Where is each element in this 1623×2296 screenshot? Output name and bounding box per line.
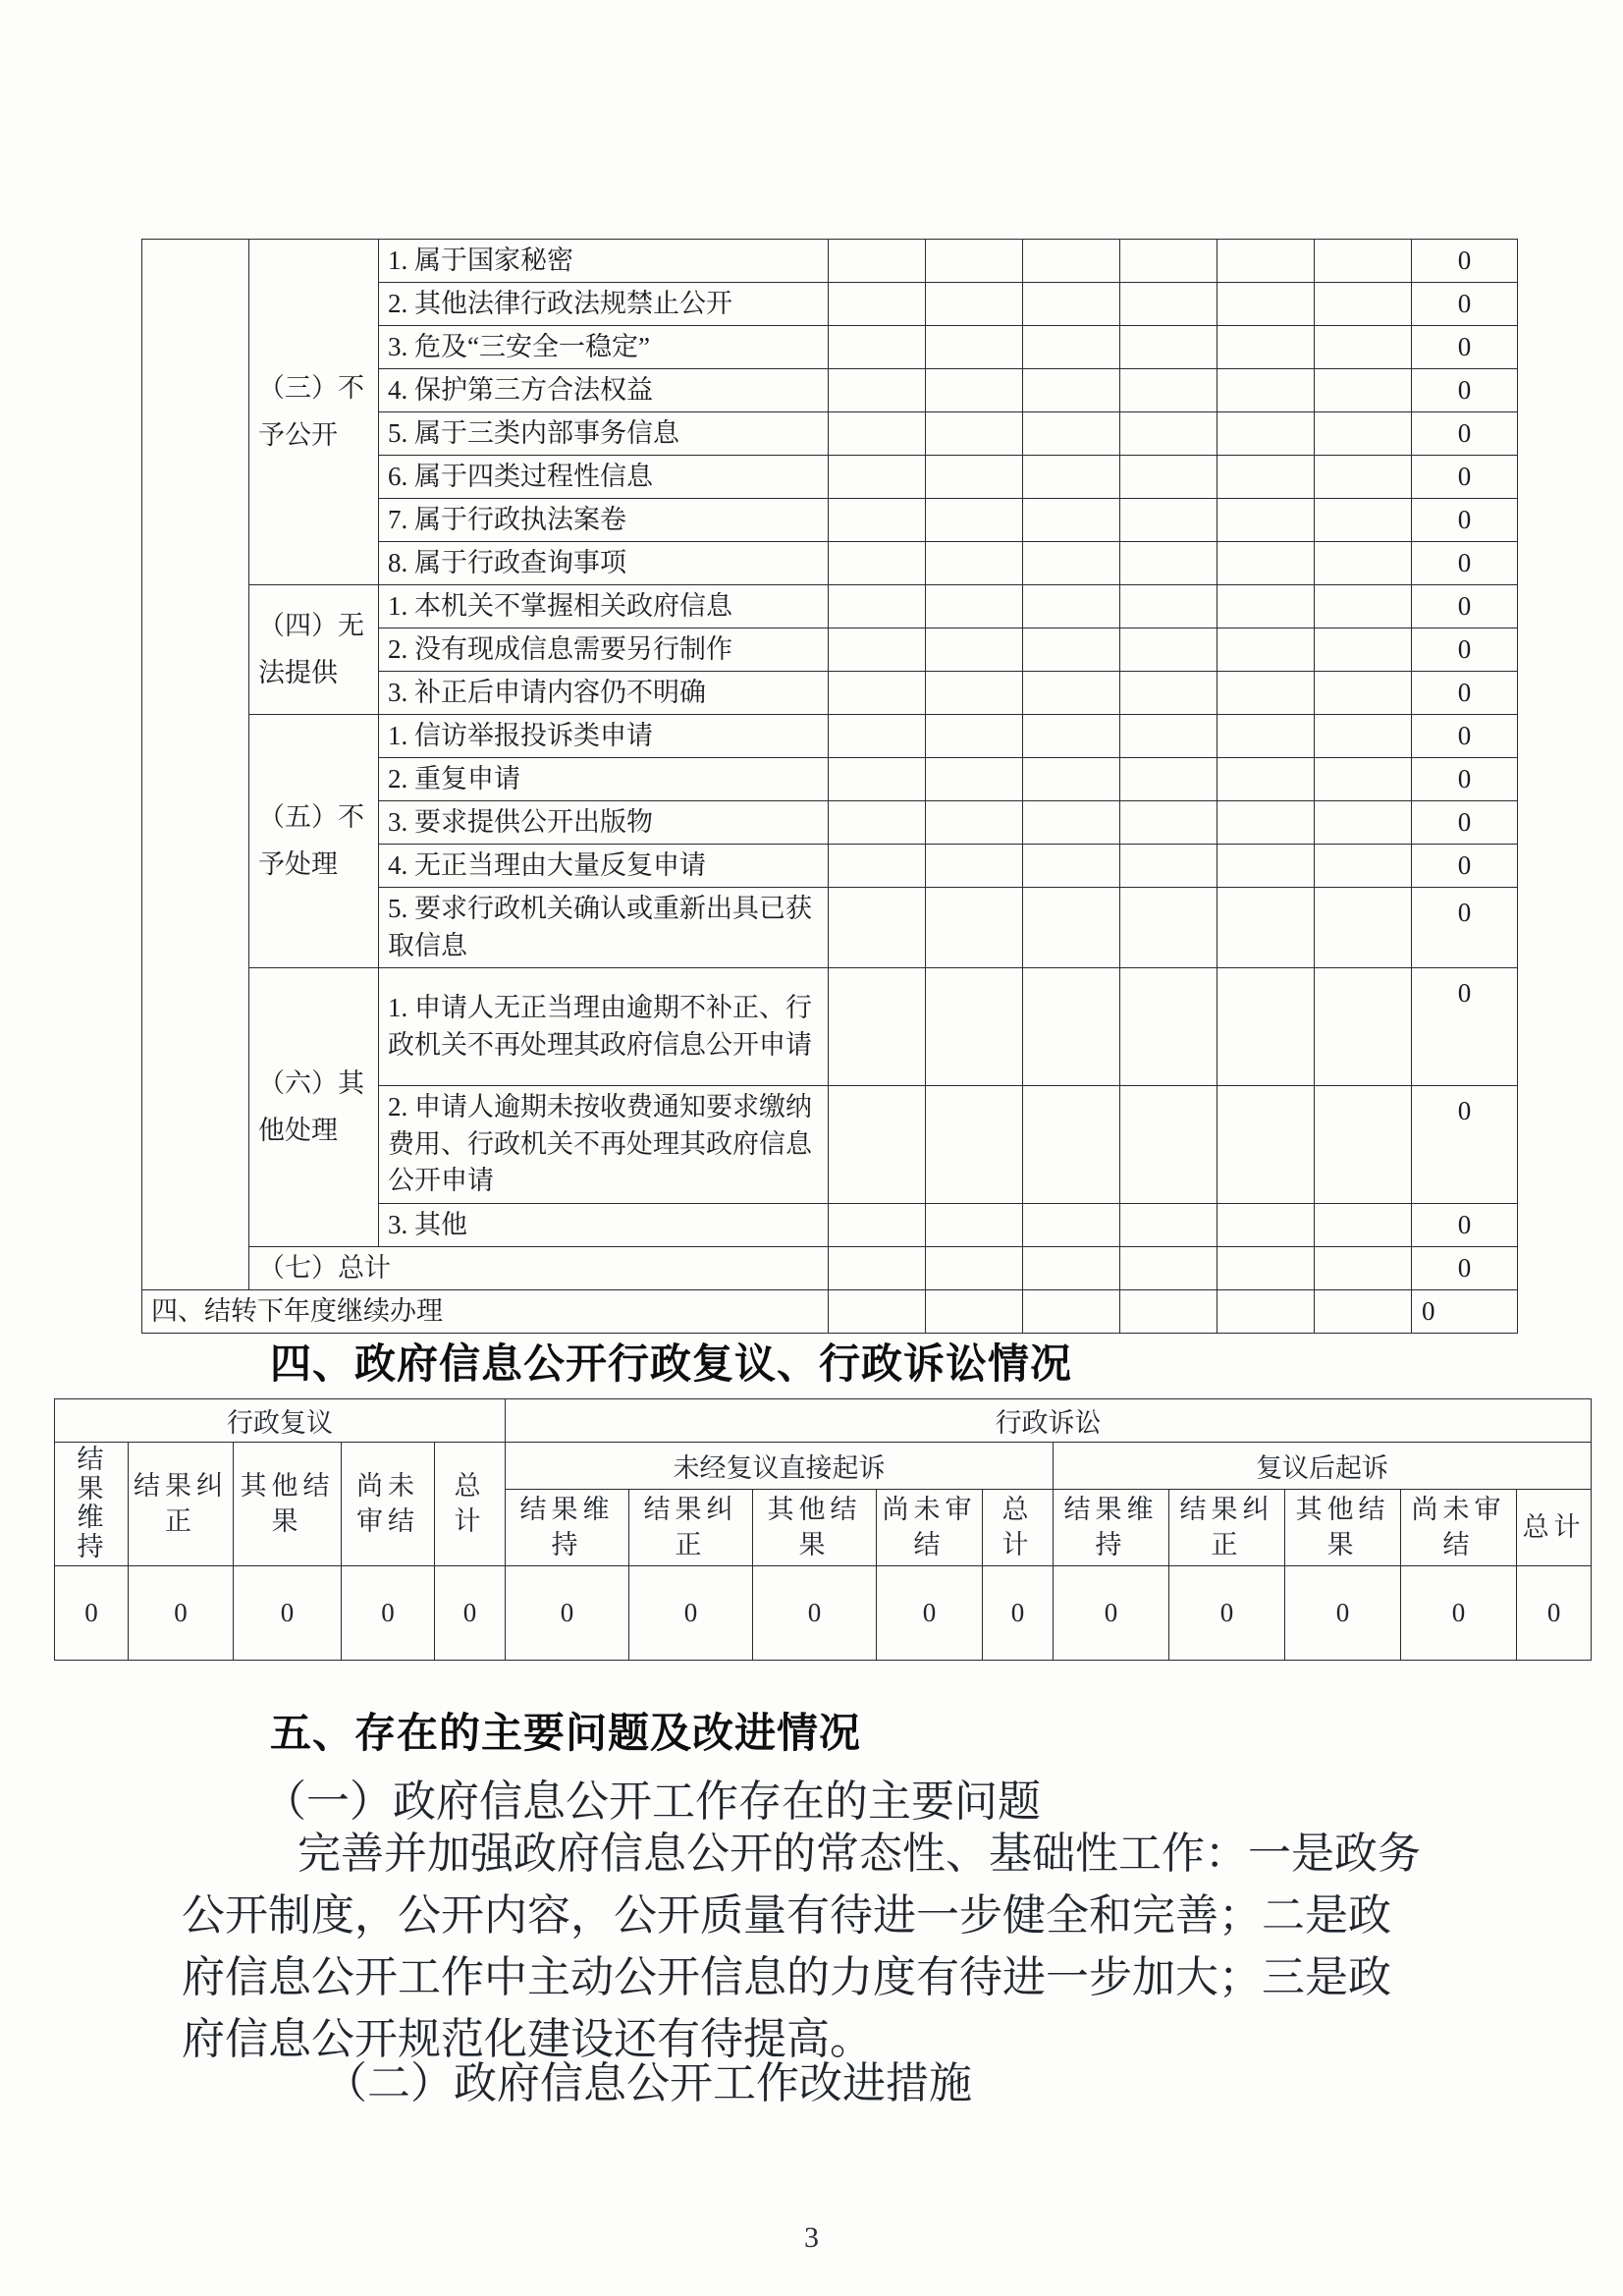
item-cell: 4. 无正当理由大量反复申请 [379, 845, 829, 888]
empty-data-cell [1120, 1247, 1217, 1290]
empty-data-cell [1217, 629, 1315, 672]
empty-data-cell [1217, 542, 1315, 585]
empty-data-cell [1120, 1086, 1217, 1204]
value-cell: 0 [234, 1565, 342, 1660]
carryover-label-cell: 四、结转下年度继续办理 [142, 1290, 829, 1334]
column-header: 总计 [983, 1490, 1054, 1566]
empty-data-cell [1120, 629, 1217, 672]
empty-data-cell [1217, 585, 1315, 629]
value-cell: 0 [1412, 845, 1518, 888]
value-cell: 0 [629, 1565, 753, 1660]
empty-data-cell [829, 845, 926, 888]
table-row [142, 968, 1518, 1086]
empty-data-cell [1217, 499, 1315, 542]
empty-data-cell [1023, 758, 1120, 801]
empty-data-cell [1023, 283, 1120, 326]
empty-data-cell [1217, 326, 1315, 369]
empty-data-cell [829, 326, 926, 369]
empty-data-cell [1120, 715, 1217, 758]
empty-data-cell [1315, 888, 1412, 968]
review-header-cell: 行政复议 [55, 1399, 506, 1443]
value-cell: 0 [1412, 758, 1518, 801]
litigation-header-cell: 行政诉讼 [506, 1399, 1592, 1443]
carryover-row [142, 1290, 1518, 1334]
empty-data-cell [1120, 542, 1217, 585]
value-cell: 0 [1054, 1565, 1169, 1660]
value-cell: 0 [1285, 1565, 1401, 1660]
table-row [142, 240, 1518, 283]
empty-data-cell [829, 801, 926, 845]
empty-data-cell [1217, 240, 1315, 283]
item-cell: 8. 属于行政查询事项 [379, 542, 829, 585]
table-header-row [55, 1443, 1592, 1490]
value-cell: 0 [1517, 1565, 1592, 1660]
column-header: 结果纠正 [629, 1490, 753, 1566]
empty-data-cell [1023, 499, 1120, 542]
empty-data-cell [1120, 801, 1217, 845]
empty-data-cell [1217, 283, 1315, 326]
value-cell: 0 [1412, 283, 1518, 326]
empty-data-cell [1023, 456, 1120, 499]
value-cell: 0 [1412, 715, 1518, 758]
empty-data-cell [1120, 845, 1217, 888]
outer-spacer-cell [142, 240, 249, 1290]
empty-data-cell [1217, 715, 1315, 758]
value-cell: 0 [983, 1565, 1054, 1660]
after-review-header-cell: 复议后起诉 [1054, 1443, 1592, 1490]
paragraph-line: 公开制度，公开内容，公开质量有待进一步健全和完善；二是政 [182, 1891, 1391, 1940]
empty-data-cell [829, 1086, 926, 1204]
value-cell: 0 [1412, 1290, 1518, 1334]
value-cell: 0 [506, 1565, 629, 1660]
value-cell: 0 [1412, 499, 1518, 542]
empty-data-cell [1315, 456, 1412, 499]
empty-data-cell [829, 1204, 926, 1247]
empty-data-cell [1023, 968, 1120, 1086]
empty-data-cell [1120, 456, 1217, 499]
empty-data-cell [1023, 629, 1120, 672]
empty-data-cell [829, 412, 926, 456]
column-header: 总计 [1517, 1490, 1592, 1566]
item-cell: 2. 其他法律行政法规禁止公开 [379, 283, 829, 326]
request-results-table [141, 239, 1518, 1334]
empty-data-cell [1120, 585, 1217, 629]
value-cell: 0 [1412, 369, 1518, 412]
empty-data-cell [1217, 1086, 1315, 1204]
empty-data-cell [1023, 240, 1120, 283]
empty-data-cell [1315, 412, 1412, 456]
value-cell: 0 [1169, 1565, 1285, 1660]
value-cell: 0 [1412, 672, 1518, 715]
group-label-cell: （四）无法提供 [249, 585, 379, 715]
empty-data-cell [926, 412, 1023, 456]
empty-data-cell [1315, 801, 1412, 845]
column-header: 结果维持 [55, 1443, 129, 1566]
empty-data-cell [1120, 240, 1217, 283]
empty-data-cell [1315, 1290, 1412, 1334]
table-value-row [55, 1565, 1592, 1660]
empty-data-cell [829, 542, 926, 585]
empty-data-cell [1315, 968, 1412, 1086]
column-header: 尚未审结 [342, 1443, 435, 1566]
total-label-cell: （七）总计 [249, 1247, 829, 1290]
value-cell: 0 [1412, 1247, 1518, 1290]
empty-data-cell [1120, 412, 1217, 456]
value-cell: 0 [55, 1565, 129, 1660]
empty-data-cell [926, 758, 1023, 801]
empty-data-cell [1023, 1204, 1120, 1247]
item-cell: 3. 其他 [379, 1204, 829, 1247]
item-cell: 5. 要求行政机关确认或重新出具已获取信息 [379, 888, 829, 968]
empty-data-cell [1120, 672, 1217, 715]
empty-data-cell [926, 672, 1023, 715]
value-cell: 0 [1412, 240, 1518, 283]
empty-data-cell [1120, 499, 1217, 542]
value-cell: 0 [1412, 888, 1518, 968]
column-header: 尚未审结 [877, 1490, 983, 1566]
value-cell: 0 [1412, 968, 1518, 1086]
empty-data-cell [1315, 715, 1412, 758]
empty-data-cell [1217, 968, 1315, 1086]
section-5-title: 五、存在的主要问题及改进情况 [270, 1710, 862, 1756]
group-label-cell: （三）不予公开 [249, 240, 379, 585]
column-header: 总计 [435, 1443, 506, 1566]
value-cell: 0 [1412, 326, 1518, 369]
group-label-cell: （五）不予处理 [249, 715, 379, 968]
empty-data-cell [926, 283, 1023, 326]
empty-data-cell [1120, 888, 1217, 968]
empty-data-cell [1315, 369, 1412, 412]
empty-data-cell [829, 758, 926, 801]
page-number: 3 [804, 2221, 819, 2254]
empty-data-cell [926, 629, 1023, 672]
column-header: 结果纠正 [129, 1443, 234, 1566]
item-cell: 1. 申请人无正当理由逾期不补正、行政机关不再处理其政府信息公开申请 [379, 968, 829, 1086]
value-cell: 0 [753, 1565, 877, 1660]
empty-data-cell [1217, 801, 1315, 845]
item-cell: 5. 属于三类内部事务信息 [379, 412, 829, 456]
value-cell: 0 [435, 1565, 506, 1660]
item-cell: 3. 补正后申请内容仍不明确 [379, 672, 829, 715]
empty-data-cell [1315, 499, 1412, 542]
empty-data-cell [926, 585, 1023, 629]
empty-data-cell [829, 585, 926, 629]
table-header-row [55, 1399, 1592, 1443]
column-header: 其他结果 [753, 1490, 877, 1566]
empty-data-cell [1023, 542, 1120, 585]
item-cell: 2. 没有现成信息需要另行制作 [379, 629, 829, 672]
empty-data-cell [926, 1247, 1023, 1290]
paragraph-line: 完善并加强政府信息公开的常态性、基础性工作：一是政务 [298, 1830, 1421, 1878]
empty-data-cell [1217, 1247, 1315, 1290]
empty-data-cell [829, 240, 926, 283]
empty-data-cell [1315, 542, 1412, 585]
empty-data-cell [1217, 412, 1315, 456]
empty-data-cell [1315, 283, 1412, 326]
empty-data-cell [1023, 412, 1120, 456]
column-header: 其他结果 [1285, 1490, 1401, 1566]
empty-data-cell [1120, 1290, 1217, 1334]
empty-data-cell [1315, 1204, 1412, 1247]
empty-data-cell [829, 1290, 926, 1334]
empty-data-cell [1315, 1247, 1412, 1290]
empty-data-cell [1217, 672, 1315, 715]
empty-data-cell [1023, 715, 1120, 758]
empty-data-cell [926, 499, 1023, 542]
empty-data-cell [926, 801, 1023, 845]
empty-data-cell [1023, 1290, 1120, 1334]
empty-data-cell [1120, 758, 1217, 801]
empty-data-cell [926, 542, 1023, 585]
value-cell: 0 [342, 1565, 435, 1660]
empty-data-cell [1023, 369, 1120, 412]
empty-data-cell [829, 1247, 926, 1290]
empty-data-cell [1315, 672, 1412, 715]
item-cell: 2. 申请人逾期未按收费通知要求缴纳费用、行政机关不再处理其政府信息公开申请 [379, 1086, 829, 1204]
empty-data-cell [829, 715, 926, 758]
section-4-title: 四、政府信息公开行政复议、行政诉讼情况 [270, 1340, 1073, 1387]
empty-data-cell [1120, 326, 1217, 369]
review-litigation-table [54, 1398, 1592, 1661]
empty-data-cell [926, 715, 1023, 758]
column-header: 结果维持 [1054, 1490, 1169, 1566]
item-cell: 1. 本机关不掌握相关政府信息 [379, 585, 829, 629]
empty-data-cell [1120, 968, 1217, 1086]
item-cell: 4. 保护第三方合法权益 [379, 369, 829, 412]
value-cell: 0 [1412, 629, 1518, 672]
empty-data-cell [1217, 758, 1315, 801]
empty-data-cell [1217, 888, 1315, 968]
empty-data-cell [829, 499, 926, 542]
empty-data-cell [1315, 240, 1412, 283]
value-cell: 0 [1412, 1204, 1518, 1247]
empty-data-cell [829, 369, 926, 412]
empty-data-cell [1120, 1204, 1217, 1247]
item-cell: 2. 重复申请 [379, 758, 829, 801]
item-cell: 3. 危及“三安全一稳定” [379, 326, 829, 369]
item-cell: 1. 属于国家秘密 [379, 240, 829, 283]
empty-data-cell [1315, 629, 1412, 672]
empty-data-cell [1315, 845, 1412, 888]
value-cell: 0 [1412, 585, 1518, 629]
empty-data-cell [1023, 1086, 1120, 1204]
group-label-cell: （六）其他处理 [249, 968, 379, 1247]
column-header: 其他结果 [234, 1443, 342, 1566]
empty-data-cell [829, 672, 926, 715]
empty-data-cell [1120, 369, 1217, 412]
empty-data-cell [1217, 1204, 1315, 1247]
section-5-subtitle-1: （一）政府信息公开工作存在的主要问题 [263, 1777, 1041, 1826]
empty-data-cell [926, 369, 1023, 412]
empty-data-cell [926, 1204, 1023, 1247]
column-header: 结果纠正 [1169, 1490, 1285, 1566]
column-header: 尚未审结 [1401, 1490, 1517, 1566]
empty-data-cell [1023, 326, 1120, 369]
empty-data-cell [1217, 456, 1315, 499]
empty-data-cell [829, 888, 926, 968]
item-cell: 7. 属于行政执法案卷 [379, 499, 829, 542]
empty-data-cell [926, 240, 1023, 283]
empty-data-cell [926, 888, 1023, 968]
value-cell: 0 [877, 1565, 983, 1660]
table-row [142, 585, 1518, 629]
item-cell: 6. 属于四类过程性信息 [379, 456, 829, 499]
empty-data-cell [1315, 758, 1412, 801]
section-5-paragraph [182, 1823, 1478, 2070]
section-5-subtitle-2: （二）政府信息公开工作改进措施 [324, 2059, 972, 2107]
empty-data-cell [926, 326, 1023, 369]
item-cell: 3. 要求提供公开出版物 [379, 801, 829, 845]
paragraph-line: 府信息公开工作中主动公开信息的力度有待进一步加大；三是政 [182, 1953, 1391, 2001]
empty-data-cell [1315, 326, 1412, 369]
empty-data-cell [829, 283, 926, 326]
empty-data-cell [926, 845, 1023, 888]
empty-data-cell [829, 456, 926, 499]
empty-data-cell [829, 968, 926, 1086]
empty-data-cell [1217, 369, 1315, 412]
empty-data-cell [1217, 845, 1315, 888]
empty-data-cell [1023, 801, 1120, 845]
empty-data-cell [1023, 585, 1120, 629]
empty-data-cell [1023, 1247, 1120, 1290]
empty-data-cell [926, 968, 1023, 1086]
value-cell: 0 [1401, 1565, 1517, 1660]
empty-data-cell [1023, 672, 1120, 715]
empty-data-cell [1315, 1086, 1412, 1204]
value-cell: 0 [1412, 1086, 1518, 1204]
empty-data-cell [829, 629, 926, 672]
value-cell: 0 [1412, 456, 1518, 499]
empty-data-cell [1217, 1290, 1315, 1334]
empty-data-cell [1023, 888, 1120, 968]
column-header: 结果维持 [506, 1490, 629, 1566]
total-row [142, 1247, 1518, 1290]
table-row [142, 715, 1518, 758]
empty-data-cell [926, 456, 1023, 499]
direct-suit-header-cell: 未经复议直接起诉 [506, 1443, 1054, 1490]
item-cell: 1. 信访举报投诉类申请 [379, 715, 829, 758]
empty-data-cell [1315, 585, 1412, 629]
value-cell: 0 [129, 1565, 234, 1660]
paragraph-line: 府信息公开规范化建设还有待提高。 [182, 2015, 873, 2063]
value-cell: 0 [1412, 542, 1518, 585]
value-cell: 0 [1412, 412, 1518, 456]
empty-data-cell [1120, 283, 1217, 326]
empty-data-cell [926, 1290, 1023, 1334]
value-cell: 0 [1412, 801, 1518, 845]
empty-data-cell [1023, 845, 1120, 888]
empty-data-cell [926, 1086, 1023, 1204]
